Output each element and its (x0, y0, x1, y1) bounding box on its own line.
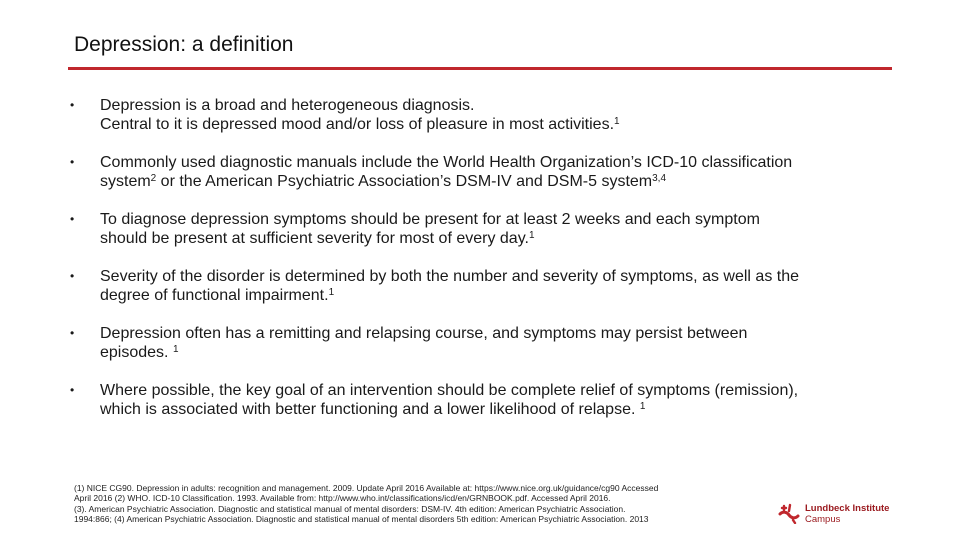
bullet-marker: • (70, 98, 75, 112)
bullet-item (70, 96, 900, 134)
bullet-line: To diagnose depression symptoms should be present for at least 2 weeks and each symptom (100, 211, 760, 228)
reference-line: 1994:866; (4) American Psychiatric Association. Diagnostic and statistical manual of mental disorders 5th edition: American Psychiatric Association. 2013 (74, 513, 649, 524)
bullet-marker: • (70, 383, 75, 397)
bullet-line: Central to it is depressed mood and/or loss of pleasure in most activities.$^1$ (100, 116, 620, 133)
lundbeck-logo-icon (778, 502, 800, 524)
reference-number: 1 (639, 401, 646, 412)
bullet-item (70, 210, 900, 248)
bullet-item (70, 153, 900, 191)
reference-line: April 2016 (2) WHO. ICD-10 Classification. 1993. Available from: http://www.who.int/classifications/icd/en/GRNBOOK.pdf. Accessed April 2016. (74, 493, 611, 504)
bullet-item (70, 324, 900, 362)
reference-number: 3,4 (652, 173, 667, 184)
bullet-marker: • (70, 212, 75, 226)
bullet-line: Severity of the disorder is determined by both the number and severity of symptoms, as well as the (100, 268, 799, 285)
reference-number: 1 (528, 230, 535, 241)
bullet-marker: • (70, 326, 75, 340)
bullet-marker: • (70, 155, 75, 169)
slide-title: Depression: a definition (74, 33, 294, 56)
reference-number: 1 (614, 116, 620, 127)
bullet-line: which is associated with better functioning and a lower likelihood of relapse. $^1$ (100, 401, 646, 418)
title-divider (68, 67, 892, 70)
bullet-line: degree of functional impairment.$^1$ (100, 287, 335, 304)
bullet-line: Commonly used diagnostic manuals include the World Health Organization’s ICD-10 classification (100, 154, 793, 171)
reference-number: 1 (328, 287, 335, 298)
reference-line: (3). American Psychiatric Association. Diagnostic and statistical manual of mental disorders: DSM-IV. 4th edition: American Psychiatric Association. (74, 503, 626, 514)
bullet-line: Depression often has a remitting and relapsing course, and symptoms may persist between (100, 325, 748, 342)
bullet-list (70, 96, 900, 438)
bullet-marker: • (70, 269, 75, 283)
reference-number: 1 (172, 344, 179, 355)
bullet-line: system$^2$ or the American Psychiatric Association’s DSM-IV and DSM-5 system$^{3,4}$ (100, 173, 667, 190)
bullet-line: should be present at sufficient severity for most of every day.$^1$ (100, 230, 535, 247)
reference-number: 2 (150, 173, 157, 184)
references (74, 483, 774, 524)
logo-name: Lundbeck Institute (805, 503, 890, 514)
bullet-line: Depression is a broad and heterogeneous diagnosis. (100, 97, 475, 114)
bullet-line: episodes. $^1$ (100, 344, 179, 361)
bullet-item (70, 267, 900, 305)
bullet-item (70, 381, 900, 419)
bullet-line: Where possible, the key goal of an intervention should be complete relief of symptoms (remission), (100, 382, 799, 399)
reference-line: (1) NICE CG90. Depression in adults: recognition and management. 2009. Update April 2016 Available at: https://www.nice.org.uk/guidance/cg90 Accessed (74, 483, 659, 493)
logo-subname: Campus (805, 514, 841, 525)
lundbeck-logo (778, 501, 918, 525)
